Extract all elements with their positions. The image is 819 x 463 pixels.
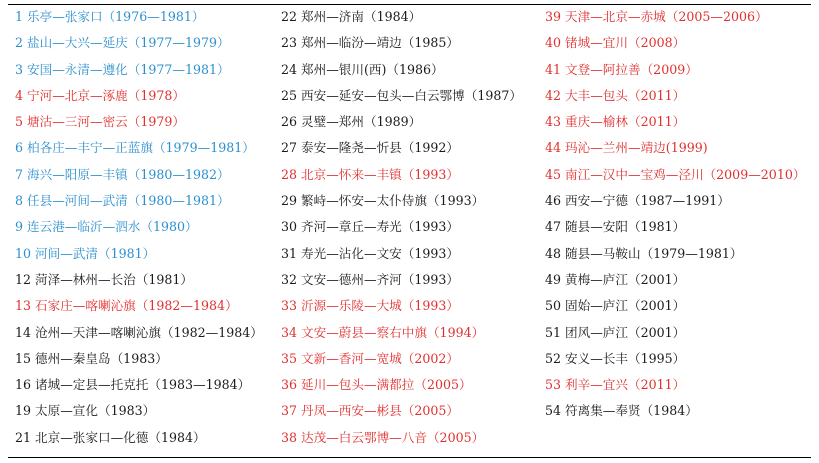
table-row: 41 文登—阿拉善（2009） [545,61,698,77]
table-row: 31 寿光—沾化—文安（1993） [281,245,460,261]
table-row: 7 海兴—阳原—丰镇（1980—1982） [15,166,230,182]
table-row: 27 泰安—隆尧—忻县（1992） [281,140,460,156]
table-row: 30 齐河—章丘—寿光（1993） [281,219,460,235]
column-1 [15,4,277,451]
table-row: 54 符离集—奉贤（1984） [545,403,698,419]
table-row: 37 丹凤—西安—彬县（2005） [281,403,460,419]
table-row: 51 团风—庐江（2001） [545,324,686,340]
table-row: 6 柏各庄—丰宁—正蓝旗（1979—1981） [15,140,255,156]
table-row: 29 繁峙—怀安—太仆侍旗（1993） [281,193,485,209]
table-row: 38 达茂—白云鄂博—八音（2005） [281,429,485,445]
table-row: 3 安国—永清—遵化（1977—1981） [15,61,230,77]
table-row: 34 文安—蔚县—察右中旗（1994） [281,324,485,340]
table-row: 13 石家庄—喀喇沁旗（1982—1984） [15,298,238,314]
table-row: 32 文安—德州—齐河（1993） [281,271,460,287]
table-row: 16 诸城—定县—托克托（1983—1984） [15,377,251,393]
table-row: 8 任县—河间—武清（1980—1981） [15,193,230,209]
table-row: 49 黄梅—庐江（2001） [545,271,686,287]
table-row: 47 随县—安阳（1981） [545,219,686,235]
table-row: 14 沧州—天津—喀喇沁旗（1982—1984） [15,324,263,340]
table-row: 26 灵璧—郑州（1989） [281,114,422,130]
column-2 [281,4,541,451]
table-row: 21 北京—张家口—化德（1984） [15,429,206,445]
table-row: 10 河间—武清（1981） [15,245,156,261]
table-row: 44 玛沁—兰州—靖边(1999) [545,140,708,156]
table-row: 46 西安—宁德（1987—1991） [545,193,730,209]
table-row: 35 文新—香河—宽城（2002） [281,350,460,366]
table-row: 22 郑州—济南（1984） [281,9,422,24]
table-row: 45 南江—汉中—宝鸡—泾川（2009—2010） [545,166,806,182]
table-row: 40 锗城—宜川（2008） [545,35,686,51]
table-row: 24 郑州—银川(西)（1986） [281,61,444,77]
table-row: 48 随县—马鞍山（1979—1981） [545,245,743,261]
table-row: 2 盐山—大兴—延庆（1977—1979） [15,35,230,51]
table-row: 28 北京—怀来—丰镇（1993） [281,166,460,182]
table-row: 5 塘沽—三河—密云（1979） [15,114,186,130]
table-row: 19 太原—宣化（1983） [15,403,156,419]
bottom-rule [8,457,811,458]
table-row: 1 乐亭—张家口（1976—1981） [15,9,205,24]
table-row: 50 固始—庐江（2001） [545,298,686,314]
table-row: 9 连云港—临沂—泗水（1980） [15,219,198,235]
table-row: 52 安义—长丰（1995） [545,350,686,366]
table-row: 39 天津—北京—赤城（2005—2006） [545,9,768,24]
table-row: 4 宁河—北京—涿鹿（1978） [15,87,186,103]
table-row: 25 西安—延安—包头—白云鄂博（1987） [281,87,522,103]
table-row: 23 郑州—临汾—靖边（1985） [281,35,460,51]
table-row: 12 菏泽—林州—长治（1981） [15,271,194,287]
table-row: 15 德州—秦皇岛（1983） [15,350,168,366]
table-row: 33 沂源—乐陵—大城（1993） [281,298,460,314]
table-row: 43 重庆—榆林（2011） [545,114,686,130]
table-row: 36 延川—包头—满都拉（2005） [281,377,472,393]
table-row: 42 大丰—包头（2011） [545,87,686,103]
table-row: 53 利辛—宜兴（2011） [545,377,686,393]
column-3 [545,4,817,425]
